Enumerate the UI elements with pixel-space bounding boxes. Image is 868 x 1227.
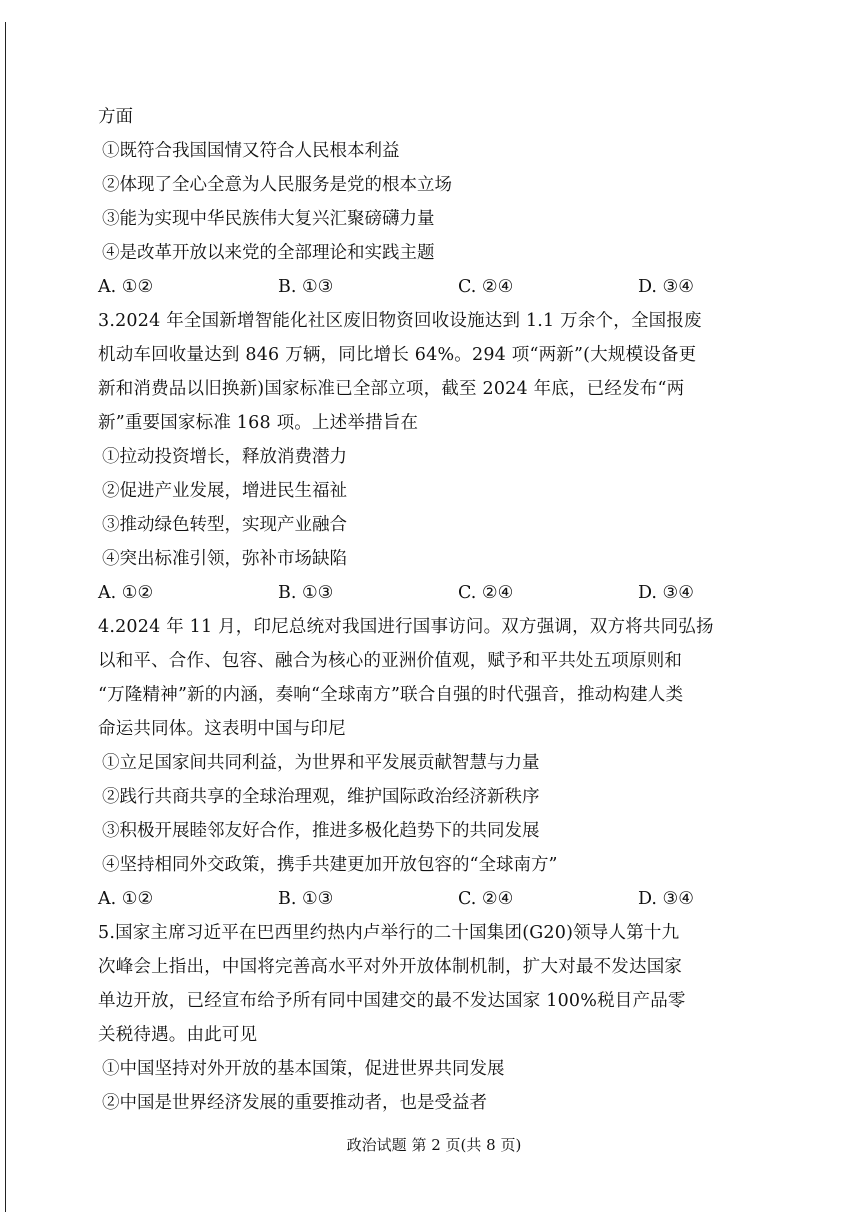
- q4-choice-c: C. ②④: [458, 889, 514, 909]
- question-5: [98, 916, 758, 1120]
- q4-choices: [98, 882, 758, 916]
- q4-option-1: ①立足国家间共同利益，为世界和平发展贡献智慧与力量: [102, 753, 540, 773]
- q3-stem-line: 新”重要国家标准 168 项。上述举措旨在: [98, 413, 419, 433]
- q4-stem-line: 4.2024 年 11 月，印尼总统对我国进行国事访问。双方强调，双方将共同弘扬: [98, 617, 714, 637]
- q2-choice-d: D. ③④: [638, 277, 694, 297]
- q5-option-1: ①中国坚持对外开放的基本国策，促进世界共同发展: [102, 1059, 505, 1079]
- q3-choice-a: A. ①②: [98, 583, 154, 603]
- q3-choice-d: D. ③④: [638, 583, 694, 603]
- q3-stem-line: 3.2024 年全国新增智能化社区废旧物资回收设施达到 1.1 万余个，全国报废: [98, 311, 702, 331]
- q3-choice-c: C. ②④: [458, 583, 514, 603]
- exam-content: [98, 100, 758, 1120]
- question-3: [98, 304, 758, 610]
- q2-choice-c: C. ②④: [458, 277, 514, 297]
- continuation-text: 方面: [98, 107, 133, 127]
- page-footer: 政治试题 第 2 页(共 8 页): [346, 1136, 522, 1154]
- q3-option-2: ②促进产业发展，增进民生福祉: [102, 481, 347, 501]
- q4-option-2: ②践行共商共享的全球治理观，维护国际政治经济新秩序: [102, 787, 540, 807]
- q2-option-4: ④是改革开放以来党的全部理论和实践主题: [102, 243, 435, 263]
- q2-choice-a: A. ①②: [98, 277, 154, 297]
- q2-option-1: ①既符合我国国情又符合人民根本利益: [102, 141, 400, 161]
- q3-stem-line: 机动车回收量达到 846 万辆，同比增长 64%。294 项“两新”(大规模设备更: [98, 345, 697, 365]
- q2-option-2: ②体现了全心全意为人民服务是党的根本立场: [102, 175, 452, 195]
- question-2-options: [98, 134, 758, 270]
- q4-stem-line: “万隆精神”新的内涵，奏响“全球南方”联合自强的时代强音，推动构建人类: [98, 685, 684, 705]
- q4-choice-b: B. ①③: [278, 889, 334, 909]
- q3-option-1: ①拉动投资增长，释放消费潜力: [102, 447, 347, 467]
- q2-option-3: ③能为实现中华民族伟大复兴汇聚磅礴力量: [102, 209, 435, 229]
- q3-stem-line: 新和消费品以旧换新)国家标准已全部立项，截至 2024 年底，已经发布“两: [98, 379, 685, 399]
- q3-option-4: ④突出标准引领，弥补市场缺陷: [102, 549, 347, 569]
- q5-option-2: ②中国是世界经济发展的重要推动者，也是受益者: [102, 1093, 487, 1113]
- q4-choice-d: D. ③④: [638, 889, 694, 909]
- q4-choice-a: A. ①②: [98, 889, 154, 909]
- q4-option-4: ④坚持相同外交政策，携手共建更加开放包容的“全球南方”: [102, 855, 558, 875]
- q4-stem-line: 以和平、合作、包容、融合为核心的亚洲价值观，赋予和平共处五项原则和: [98, 651, 683, 671]
- q3-choices: [98, 576, 758, 610]
- q2-choices: [98, 270, 758, 304]
- q5-stem-line: 关税待遇。由此可见: [98, 1025, 258, 1045]
- q3-option-3: ③推动绿色转型，实现产业融合: [102, 515, 347, 535]
- q5-stem-line: 次峰会上指出，中国将完善高水平对外开放体制机制，扩大对最不发达国家: [98, 957, 683, 977]
- question-4: [98, 610, 758, 916]
- q4-stem-line: 命运共同体。这表明中国与印尼: [98, 719, 346, 739]
- q3-choice-b: B. ①③: [278, 583, 334, 603]
- q5-stem-line: 单边开放，已经宣布给予所有同中国建交的最不发达国家 100%税目产品零: [98, 991, 686, 1011]
- margin-rule: [5, 22, 6, 1212]
- q5-stem-line: 5.国家主席习近平在巴西里约热内卢举行的二十国集团(G20)领导人第十九: [98, 923, 680, 943]
- q2-choice-b: B. ①③: [278, 277, 334, 297]
- q4-option-3: ③积极开展睦邻友好合作，推进多极化趋势下的共同发展: [102, 821, 540, 841]
